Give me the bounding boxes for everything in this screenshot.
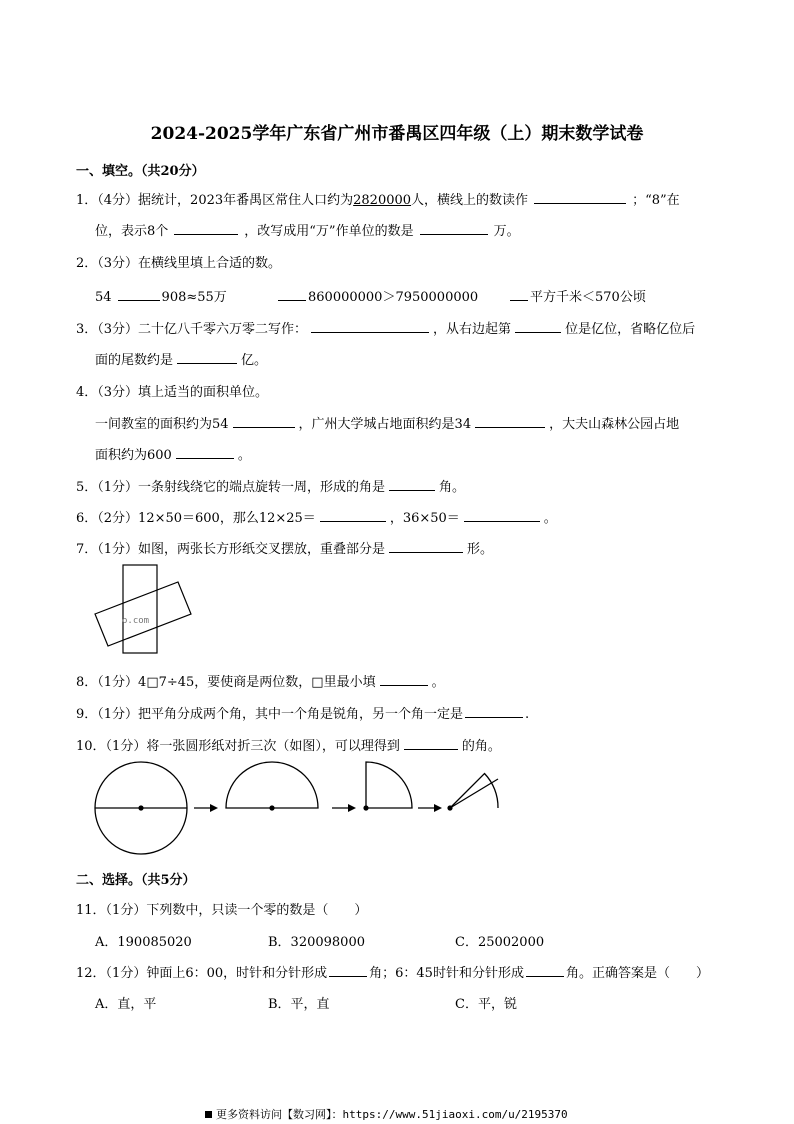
crossed-rectangles-figure xyxy=(94,564,194,656)
flag-icon xyxy=(205,1111,212,1118)
blank[interactable] xyxy=(380,685,428,686)
question-5: 5．（1分）一条射线绕它的端点旋转一周，形成的角是 角。 xyxy=(76,480,466,495)
population-number: 2820000 xyxy=(353,193,412,208)
arrow-2-head xyxy=(348,804,356,812)
section-choice-heading: 二、选择。（共5分） xyxy=(76,873,196,888)
question-12-option-a[interactable]: A．直，平 xyxy=(95,997,157,1012)
blank[interactable] xyxy=(389,490,435,491)
question-12-option-b[interactable]: B．平，直 xyxy=(268,997,330,1012)
blank[interactable] xyxy=(176,458,234,459)
blank[interactable] xyxy=(465,717,523,718)
question-6: 6．（2分）12×50＝600，那么12×25＝ ，36×50＝ 。 xyxy=(76,511,557,526)
quarter-circle xyxy=(366,762,412,808)
question-11: 11．（1分）下列数中，只读一个零的数是（ ） xyxy=(76,903,368,918)
blank[interactable] xyxy=(174,234,238,235)
question-3-line-2: 面的尾数约是 亿。 xyxy=(95,353,268,368)
blank[interactable] xyxy=(233,427,295,428)
eighth-circle-vertex-dot xyxy=(447,805,452,810)
footer-link[interactable]: 更多资料访问【数习网】：https://www.51jiaoxi.com/u/2195370 xyxy=(205,1106,568,1122)
blank[interactable] xyxy=(389,552,463,553)
tilted-rectangle xyxy=(95,582,191,646)
question-4-line-3: 面积约为600 。 xyxy=(95,448,251,463)
blank[interactable] xyxy=(311,332,429,333)
blank[interactable] xyxy=(177,363,237,364)
question-11-option-a[interactable]: A．190085020 xyxy=(95,935,192,950)
circle-folding-figure xyxy=(94,762,510,856)
question-12-option-c[interactable]: C．平，锐 xyxy=(455,997,517,1012)
question-1-line-2: 位，表示8个 ，改写成用“万”作单位的数是 万。 xyxy=(95,224,520,239)
question-2-item-a: 54 908≈55万 xyxy=(95,290,227,305)
vertical-rectangle xyxy=(123,565,157,653)
question-1-line-1: 1．（4分）据统计，2023年番禺区常住人口约为2820000人，横线上的数读作 ；“8”在 xyxy=(76,193,680,208)
question-11-option-b[interactable]: B．320098000 xyxy=(268,935,365,950)
blank[interactable] xyxy=(526,976,564,977)
page-title: 2024-2025学年广东省广州市番禺区四年级（上）期末数学试卷 xyxy=(150,124,644,144)
blank[interactable] xyxy=(510,300,528,301)
question-10: 10．（1分）将一张圆形纸对折三次（如图），可以理得到 的角。 xyxy=(76,739,501,754)
blank[interactable] xyxy=(329,976,367,977)
question-3-line-1: 3．（3分）二十亿八千零六万零二写作： ，从右边起第 位是亿位，省略亿位后 xyxy=(76,322,696,337)
watermark-text: o.com xyxy=(122,616,150,626)
question-4-line-1: 4．（3分）填上适当的面积单位。 xyxy=(76,385,269,400)
question-9: 9．（1分）把平角分成两个角，其中一个角是锐角，另一个角一定是 . xyxy=(76,707,530,722)
blank[interactable] xyxy=(534,203,626,204)
eighth-circle-outline xyxy=(450,774,498,809)
question-8: 8．（1分）4□7÷45，要使商是两位数，□里最小填 。 xyxy=(76,675,445,690)
question-2-item-b: 860000000＞7950000000 xyxy=(278,286,478,305)
question-11-option-c[interactable]: C．25002000 xyxy=(455,935,545,950)
quarter-circle-center-dot xyxy=(363,805,368,810)
half-circle-center-dot xyxy=(269,805,274,810)
blank[interactable] xyxy=(515,332,561,333)
question-2-line-1: 2．（3分）在横线里填上合适的数。 xyxy=(76,256,282,271)
question-12: 12．（1分）钟面上6：00，时针和分针形成 角；6：45时针和分针形成 角。正确答案是（ ） xyxy=(76,966,709,981)
arrow-3-head xyxy=(434,804,442,812)
circle-center-dot xyxy=(138,805,143,810)
blank[interactable] xyxy=(118,300,160,301)
blank[interactable] xyxy=(420,234,488,235)
blank[interactable] xyxy=(475,427,545,428)
question-7: 7．（1分）如图，两张长方形纸交叉摆放，重叠部分是 形。 xyxy=(76,542,494,557)
question-4-line-2: 一间教室的面积约为54 ，广州大学城占地面积约是34 ，大夫山森林公园占地 xyxy=(95,417,680,432)
blank[interactable] xyxy=(278,300,306,301)
arrow-1-head xyxy=(210,804,218,812)
blank[interactable] xyxy=(404,749,458,750)
half-circle xyxy=(226,762,318,808)
question-2-item-c: 平方千米＜570公顷 xyxy=(510,286,646,305)
blank[interactable] xyxy=(320,521,386,522)
blank[interactable] xyxy=(464,521,540,522)
section-fill-blank-heading: 一、填空。（共20分） xyxy=(76,164,205,179)
